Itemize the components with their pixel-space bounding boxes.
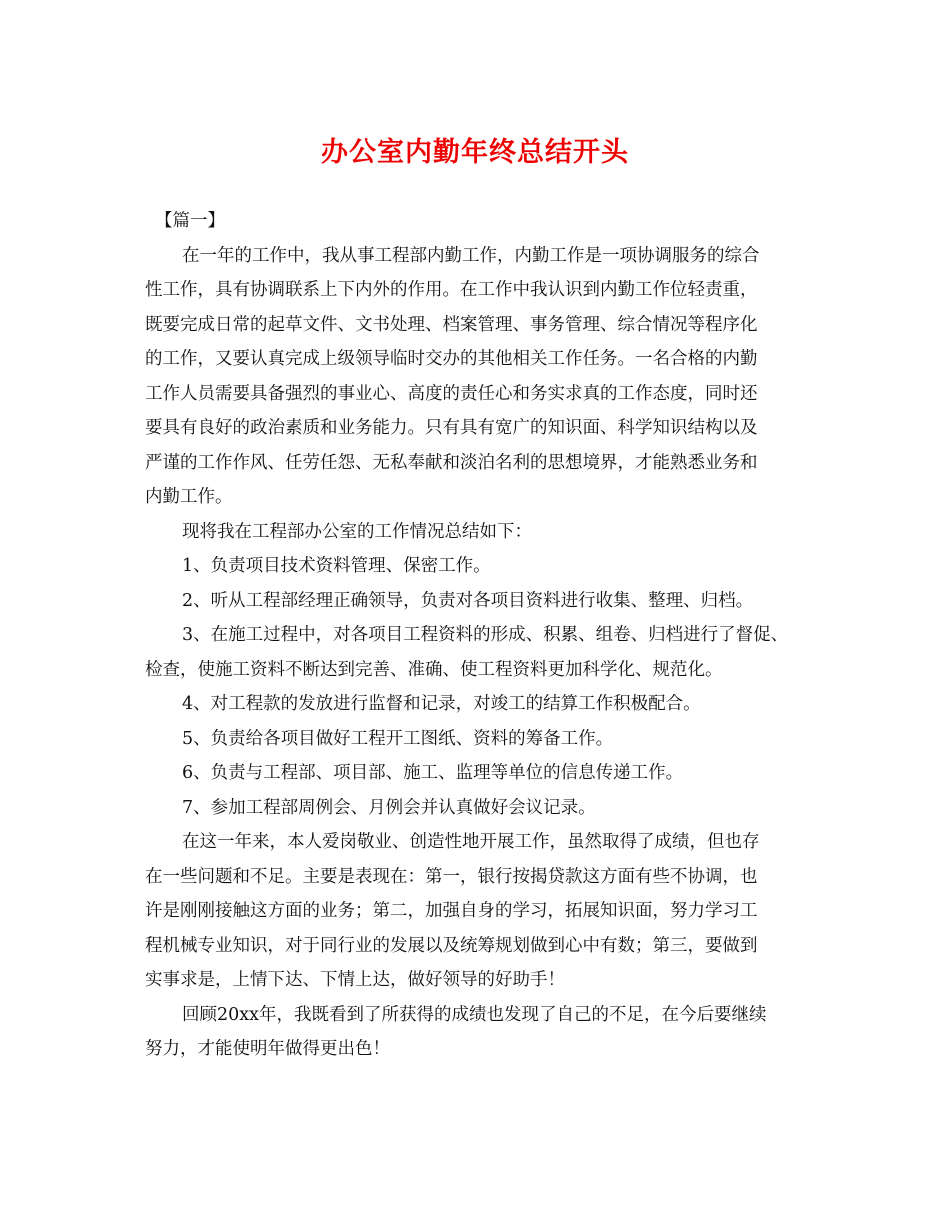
list-item: 4、对工程款的发放进行监督和记录，对竣工的结算工作积极配合。 [182, 694, 701, 714]
paragraph-line: 在这一年来，本人爱岗敬业、创造性地开展工作，虽然取得了成绩，但也存 [182, 832, 760, 852]
paragraph-line: 程机械专业知识，对于同行业的发展以及统筹规划做到心中有数；第三，要做到 [145, 935, 758, 956]
paragraph-line: 努力，才能使明年做得更出色！ [145, 1039, 390, 1059]
paragraph-line: 工作人员需要具备强烈的事业心、高度的责任心和务实求真的工作态度，同时还 [145, 383, 758, 404]
paragraph-line: 许是刚刚接触这方面的业务；第二，加强自身的学习，拓展知识面，努力学习工 [145, 901, 758, 921]
list-item-continuation: 检查，使施工资料不断达到完善、准确、使工程资料更加科学化、规范化。 [145, 659, 723, 680]
paragraph-1 [145, 239, 825, 515]
document-body [145, 204, 825, 1067]
paragraph-line: 内勤工作。 [145, 487, 233, 507]
paragraph-3 [145, 998, 825, 1067]
list-item: 7、参加工程部周例会、月例会并认真做好会议记录。 [182, 797, 596, 818]
list-item: 3、在施工过程中，对各项目工程资料的形成、积累、组卷、归档进行了督促、 [182, 625, 789, 645]
paragraph-line: 的工作，又要认真完成上级领导临时交办的其他相关工作任务。一名合格的内勤 [145, 349, 758, 369]
section-label: 【篇一】 [155, 211, 225, 231]
paragraph-line: 在一年的工作中，我从事工程部内勤工作，内勤工作是一项协调服务的综合 [182, 245, 760, 266]
paragraph-line: 性工作，具有协调联系上下内外的作用。在工作中我认识到内勤工作位轻责重， [145, 280, 758, 300]
paragraph-line: 要具有良好的政治素质和业务能力。只有具有宽广的知识面、科学知识结构以及 [145, 418, 758, 438]
work-items-list [145, 549, 825, 825]
paragraph-line: 实事求是，上情下达、下情上达，做好领导的好助手！ [145, 970, 565, 990]
paragraph-line: 严谨的工作作风、任劳任怨、无私奉献和淡泊名利的思想境界，才能熟悉业务和 [145, 452, 758, 473]
list-item: 2、听从工程部经理正确领导，负责对各项目资料进行收集、整理、归档。 [182, 590, 754, 611]
paragraph-line: 在一些问题和不足。主要是表现在：第一，银行按揭贷款这方面有些不协调，也 [145, 866, 758, 887]
document-title: 办公室内勤年终总结开头 [321, 137, 629, 168]
paragraph-2 [145, 825, 825, 998]
paragraph-line: 回顾20xx年，我既看到了所获得的成绩也发现了自己的不足，在今后要继续 [182, 1004, 767, 1025]
summary-intro: 现将我在工程部办公室的工作情况总结如下： [182, 521, 532, 542]
list-item: 5、负责给各项目做好工程开工图纸、资料的筹备工作。 [182, 728, 614, 749]
list-item: 1、负责项目技术资料管理、保密工作。 [182, 556, 491, 576]
list-item: 6、负责与工程部、项目部、施工、监理等单位的信息传递工作。 [182, 763, 684, 783]
paragraph-line: 既要完成日常的起草文件、文书处理、档案管理、事务管理、综合情况等程序化 [145, 314, 758, 335]
